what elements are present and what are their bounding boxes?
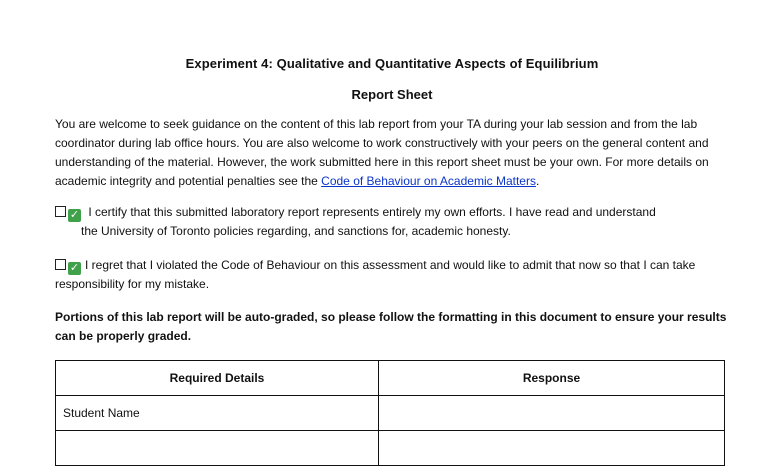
- intro-end: .: [535, 174, 540, 188]
- certify-text-line1: I certify that this submitted laboratory report represents entirely my own efforts. I have read and understand: [88, 205, 656, 219]
- certify-checkbox[interactable]: [55, 206, 66, 217]
- details-table: [55, 360, 725, 466]
- header-response: Response: [379, 361, 725, 396]
- header-required-details: Required Details: [56, 361, 379, 396]
- regret-text: I regret that I violated the Code of Behaviour on this assessment and would like to admit that now so that I can take responsibility for my mistake.: [55, 258, 696, 291]
- row-label-student-name: Student Name: [56, 396, 379, 431]
- table-header-row: [56, 361, 725, 396]
- autograde-note: Portions of this lab report will be auto-graded, so please follow the formatting in this document to ensure your results can be properly graded.: [55, 310, 727, 343]
- table-row: [56, 396, 725, 431]
- table-row: [56, 431, 725, 466]
- page-title: Experiment 4: Qualitative and Quantitative Aspects of Equilibrium: [185, 56, 599, 71]
- response-cell[interactable]: [379, 431, 725, 466]
- certify-check-icon: ✓: [69, 209, 80, 221]
- certify-text-line2: the University of Toronto policies regarding, and sanctions for, academic honesty.: [81, 224, 511, 238]
- regret-checkbox[interactable]: [55, 259, 66, 270]
- page-subtitle: Report Sheet: [351, 87, 433, 102]
- student-name-response[interactable]: [379, 396, 725, 431]
- row-label: [56, 431, 379, 466]
- regret-check-icon: ✓: [69, 262, 80, 274]
- intro-paragraph: [55, 115, 745, 191]
- intro-text: You are welcome to seek guidance on the content of this lab report from your TA during your lab session and from the lab coordinator during lab office hours. You are also welcome to work constructively with your peers on the general content and understanding of the material. However, the work submitted here in this report sheet must be your own. For more details on academic integrity and potential penalties see the: [55, 117, 709, 188]
- code-of-behaviour-link[interactable]: Code of Behaviour on Academic Matters: [321, 174, 536, 188]
- regret-violation: [55, 256, 735, 294]
- certify-own-work: [55, 203, 735, 241]
